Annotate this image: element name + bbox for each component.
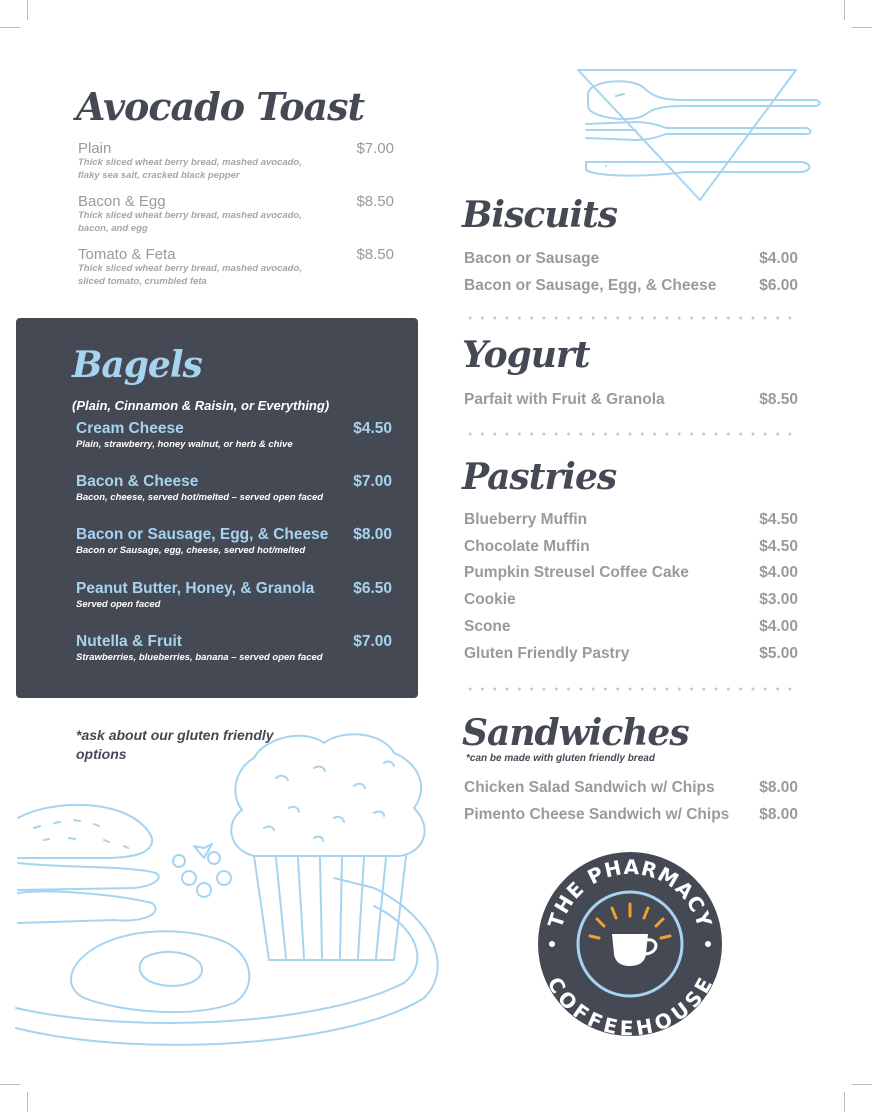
pastries-title: Pastries — [462, 456, 617, 498]
crop-mark — [844, 1092, 845, 1112]
crop-mark — [27, 0, 28, 20]
item-name: Tomato & Feta — [78, 246, 176, 263]
item-name: Pimento Cheese Sandwich w/ Chips — [464, 806, 730, 823]
item-price: $8.50 — [356, 246, 394, 263]
crop-mark — [0, 27, 20, 28]
crop-mark — [27, 1092, 28, 1112]
menu-item — [76, 580, 392, 610]
item-name: Gluten Friendly Pastry — [464, 645, 630, 662]
item-price: $8.00 — [759, 806, 798, 823]
menu-item — [464, 511, 798, 531]
item-price: $3.00 — [759, 591, 798, 608]
item-name: Bacon & Egg — [78, 193, 166, 210]
item-price: $8.50 — [356, 193, 394, 210]
menu-item — [464, 645, 798, 665]
menu-item — [76, 526, 392, 556]
logo-top-text: THE PHARMACY — [543, 854, 717, 931]
item-name: Parfait with Fruit & Granola — [464, 391, 665, 408]
crop-mark — [0, 1084, 20, 1085]
item-name: Bacon or Sausage, Egg, & Cheese — [76, 526, 329, 543]
item-price: $4.50 — [353, 420, 392, 437]
item-description: Thick sliced wheat berry bread, mashed avocado, flaky sea salt, cracked black pepper — [78, 157, 302, 181]
item-price: $7.00 — [356, 140, 394, 157]
item-description: Thick sliced wheat berry bread, mashed avocado, sliced tomato, crumbled feta — [78, 263, 302, 287]
item-name: Plain — [78, 140, 112, 157]
utensils-illustration — [576, 66, 822, 204]
gluten-friendly-note: *ask about our gluten friendly options — [76, 727, 274, 762]
bagels-title: Bagels — [72, 344, 202, 386]
menu-item — [76, 420, 392, 450]
menu-item — [78, 140, 396, 182]
bagels-panel — [16, 318, 418, 698]
item-name: Cookie — [464, 591, 516, 608]
menu-item — [464, 564, 798, 584]
item-name: Blueberry Muffin — [464, 511, 588, 528]
item-name: Bacon or Sausage, Egg, & Cheese — [464, 277, 717, 294]
item-name: Bacon & Cheese — [76, 473, 199, 490]
item-name: Pumpkin Streusel Coffee Cake — [464, 564, 689, 581]
menu-item — [76, 633, 392, 663]
item-name: Peanut Butter, Honey, & Granola — [76, 580, 315, 597]
item-description: Strawberries, blueberries, banana – served open faced — [76, 652, 323, 663]
item-price: $4.50 — [759, 538, 798, 555]
item-description: Bacon, cheese, served hot/melted – served open faced — [76, 492, 324, 503]
item-price: $5.00 — [759, 645, 798, 662]
menu-item — [464, 538, 798, 558]
item-price: $4.50 — [759, 511, 798, 528]
item-name: Chicken Salad Sandwich w/ Chips — [464, 779, 715, 796]
dotted-divider — [464, 432, 800, 436]
item-price: $7.00 — [353, 473, 392, 490]
yogurt-title: Yogurt — [462, 334, 590, 376]
item-price: $7.00 — [353, 633, 392, 650]
menu-item — [464, 806, 798, 826]
menu-item — [464, 391, 798, 411]
sandwiches-title: Sandwiches — [462, 712, 689, 754]
sandwiches-note: *can be made with gluten friendly bread — [466, 753, 655, 764]
item-name: Scone — [464, 618, 511, 635]
item-name: Chocolate Muffin — [464, 538, 590, 555]
biscuits-title: Biscuits — [462, 194, 618, 236]
item-price: $4.00 — [759, 250, 798, 267]
item-name: Bacon or Sausage — [464, 250, 600, 267]
breakfast-plate-illustration — [14, 728, 442, 1058]
item-description: Bacon or Sausage, egg, cheese, served hot/melted — [76, 545, 306, 556]
item-price: $8.50 — [759, 391, 798, 408]
bagels-subtitle: (Plain, Cinnamon & Raisin, or Everything) — [72, 398, 330, 413]
dotted-divider — [464, 316, 800, 320]
avocado-toast-title: Avocado Toast — [76, 84, 365, 129]
item-description: Thick sliced wheat berry bread, mashed avocado, bacon, and egg — [78, 210, 302, 234]
item-price: $6.00 — [759, 277, 798, 294]
menu-item — [464, 277, 798, 297]
crop-mark — [852, 27, 872, 28]
item-price: $4.00 — [759, 618, 798, 635]
menu-item — [78, 193, 396, 235]
item-price: $6.50 — [353, 580, 392, 597]
item-price: $8.00 — [353, 526, 392, 543]
menu-item — [464, 618, 798, 638]
item-description: Served open faced — [76, 599, 161, 610]
item-description: Plain, strawberry, honey walnut, or herb & chive — [76, 439, 293, 450]
menu-item — [464, 779, 798, 799]
crop-mark — [852, 1084, 872, 1085]
item-name: Nutella & Fruit — [76, 633, 182, 650]
item-name: Cream Cheese — [76, 420, 184, 437]
dotted-divider — [464, 687, 800, 691]
pharmacy-coffeehouse-logo — [536, 850, 724, 1038]
item-price: $4.00 — [759, 564, 798, 581]
crop-mark — [844, 0, 845, 20]
logo-bottom-text: COFFEEHOUSE — [542, 972, 718, 1038]
menu-item — [78, 246, 396, 288]
menu-item — [464, 591, 798, 611]
menu-item — [76, 473, 392, 503]
item-price: $8.00 — [759, 779, 798, 796]
menu-item — [464, 250, 798, 270]
